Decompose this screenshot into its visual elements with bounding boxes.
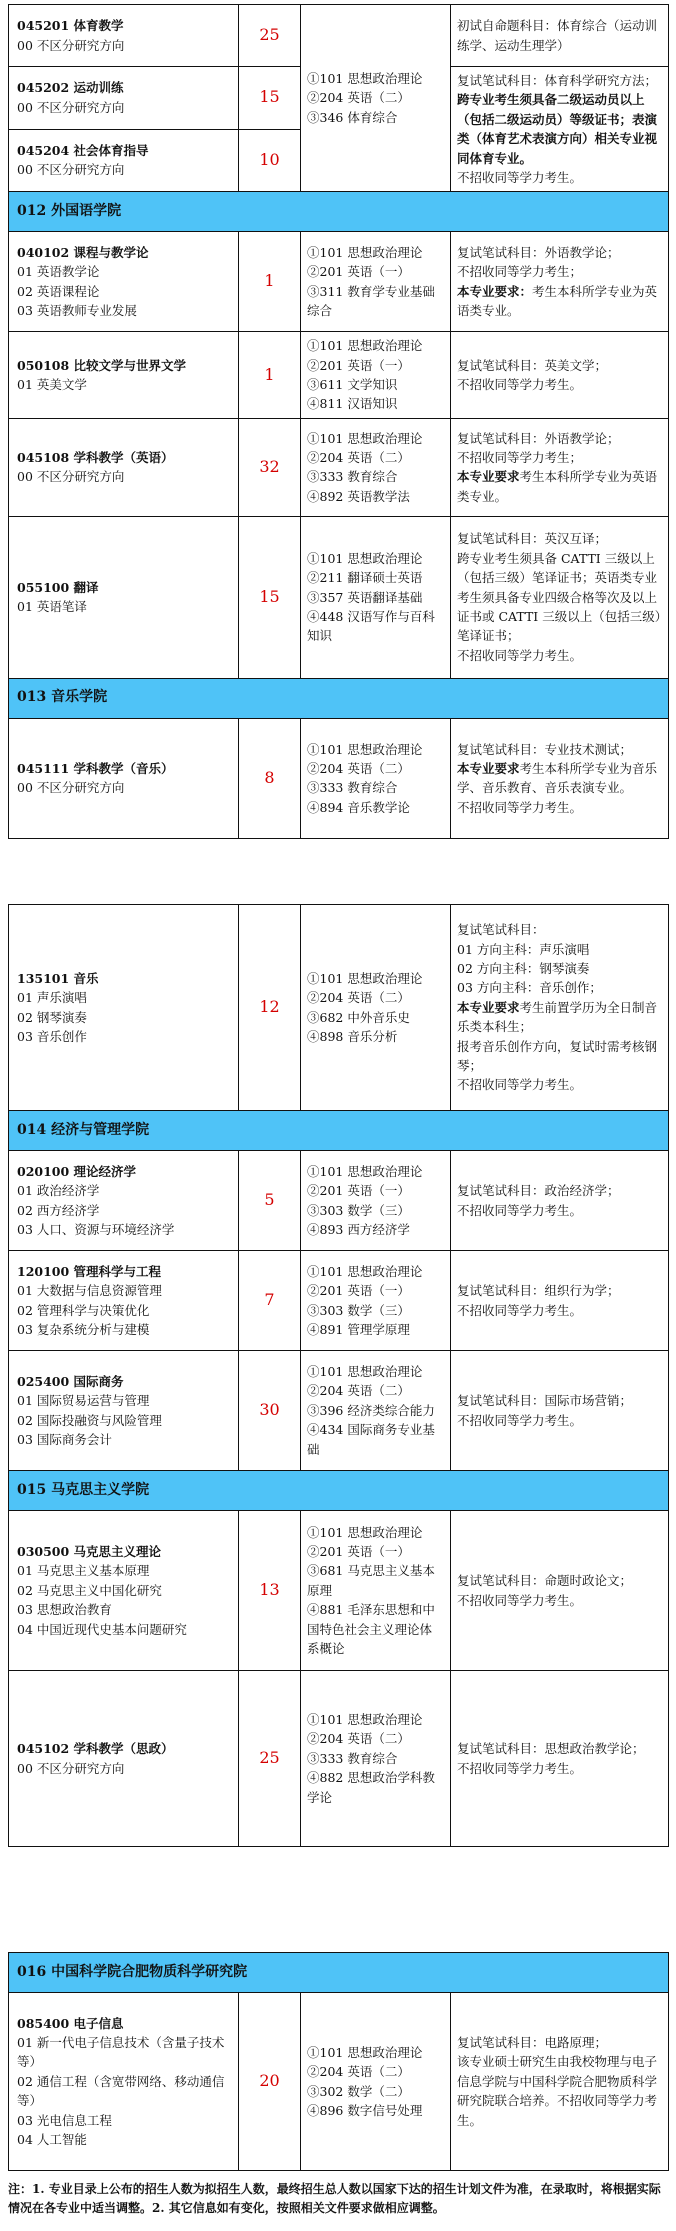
remarks-cell: 复试笔试科目：体育科学研究方法； 跨专业考生须具备二级运动员以上（包括二级运动员）等级证书；表演类（体育艺术表演方向）相关专业视同体育专业。 不招收同等学力考生。	[451, 67, 669, 192]
college-header: 012 外国语学院	[9, 192, 669, 232]
major-cell: 045102 学科教学（思政） 00 不区分研究方向	[9, 1671, 239, 1847]
remarks-cell: 复试笔试科目：专业技术测试； 本专业要求考生本科所学专业为音乐学、音乐教育、音乐表演专业。 不招收同等学力考生。	[451, 718, 669, 838]
exam-subjects: ①101 思想政治理论 ②204 英语（二） ③333 教育综合 ④894 音乐教学论	[301, 718, 451, 838]
enrollment-count: 7	[239, 1251, 301, 1351]
major-cell: 020100 理论经济学 01 政治经济学 02 西方经济学 03 人口、资源与环境经济学	[9, 1151, 239, 1251]
major-cell: 120100 管理科学与工程 01 大数据与信息资源管理 02 管理科学与决策优化 03 复杂系统分析与建模	[9, 1251, 239, 1351]
major-cell: 045202 运动训练 00 不区分研究方向	[9, 67, 239, 130]
major-cell: 135101 音乐 01 声乐演唱 02 钢琴演奏 03 音乐创作	[9, 905, 239, 1111]
remarks-cell: 初试自命题科目：体育综合（运动训练学、运动生理学）	[451, 5, 669, 67]
enrollment-count: 25	[239, 5, 301, 67]
enrollment-count: 30	[239, 1351, 301, 1471]
remarks-cell: 复试笔试科目：外语教学论； 不招收同等学力考生； 本专业要求考生本科所学专业为英语类专业。	[451, 418, 669, 516]
major-cell: 050108 比较文学与世界文学 01 英美文学	[9, 332, 239, 419]
major-cell: 085400 电子信息 01 新一代电子信息技术（含量子技术等） 02 通信工程（含宽带网络、移动通信等） 03 光电信息工程 04 人工智能	[9, 1993, 239, 2171]
remarks-cell: 复试笔试科目：命题时政论文； 不招收同等学力考生。	[451, 1511, 669, 1671]
major-cell: 045204 社会体育指导 00 不区分研究方向	[9, 129, 239, 192]
exam-subjects: ①101 思想政治理论 ②204 英语（二） ③396 经济类综合能力 ④434 国际商务专业基础	[301, 1351, 451, 1471]
catalog-table-top	[8, 4, 669, 839]
table-row	[9, 516, 669, 678]
enrollment-count: 5	[239, 1151, 301, 1251]
enrollment-count: 15	[239, 516, 301, 678]
remarks-cell: 复试笔试科目：思想政治教学论； 不招收同等学力考生。	[451, 1671, 669, 1847]
catalog-table-last	[8, 1952, 669, 2171]
enrollment-count: 32	[239, 418, 301, 516]
remarks-cell: 复试笔试科目：外语教学论； 不招收同等学力考生； 本专业要求：考生本科所学专业为英语类专业。	[451, 232, 669, 332]
table-row	[9, 1151, 669, 1251]
exam-subjects: ①101 思想政治理论 ②204 英语（二） ③302 数学（二） ④896 数字信号处理	[301, 1993, 451, 2171]
college-header: 015 马克思主义学院	[9, 1471, 669, 1511]
exam-subjects: ①101 思想政治理论 ②201 英语（一） ③303 数学（三） ④893 西方经济学	[301, 1151, 451, 1251]
enrollment-count: 1	[239, 232, 301, 332]
college-header: 014 经济与管理学院	[9, 1111, 669, 1151]
major-cell: 055100 翻译 01 英语笔译	[9, 516, 239, 678]
table-row	[9, 332, 669, 419]
exam-subjects: ①101 思想政治理论 ②204 英语（二） ③682 中外音乐史 ④898 音乐分析	[301, 905, 451, 1111]
exam-subjects: ①101 思想政治理论 ②201 英语（一） ③311 教育学专业基础综合	[301, 232, 451, 332]
major-cell: 045201 体育教学 00 不区分研究方向	[9, 5, 239, 67]
exam-subjects: ①101 思想政治理论 ②201 英语（一） ③611 文学知识 ④811 汉语知识	[301, 332, 451, 419]
major-cell: 045108 学科教学（英语） 00 不区分研究方向	[9, 418, 239, 516]
college-header: 016 中国科学院合肥物质科学研究院	[9, 1953, 669, 1993]
major-cell: 040102 课程与教学论 01 英语教学论 02 英语课程论 03 英语教师专业发展	[9, 232, 239, 332]
remarks-cell: 复试笔试科目：英美文学； 不招收同等学力考生。	[451, 332, 669, 419]
enrollment-count: 12	[239, 905, 301, 1111]
table-row	[9, 1993, 669, 2171]
enrollment-count: 1	[239, 332, 301, 419]
exam-subjects: ①101 思想政治理论 ②204 英语（二） ③346 体育综合	[301, 5, 451, 192]
remarks-cell: 复试笔试科目：英汉互译； 跨专业考生须具备 CATTI 三级以上（包括三级）笔译证书；英语类专业考生须具备专业四级合格等次及以上证书或 CATTI 三级以上（包括三级）笔译证书； 不招收同等学力考生。	[451, 516, 669, 678]
exam-subjects: ①101 思想政治理论 ②204 英语（二） ③333 教育综合 ④892 英语教学法	[301, 418, 451, 516]
table-row	[9, 418, 669, 516]
table-row	[9, 1671, 669, 1847]
exam-subjects: ①101 思想政治理论 ②211 翻译硕士英语 ③357 英语翻译基础 ④448 汉语写作与百科知识	[301, 516, 451, 678]
table-row	[9, 718, 669, 838]
remarks-cell: 复试笔试科目：政治经济学； 不招收同等学力考生。	[451, 1151, 669, 1251]
exam-subjects: ①101 思想政治理论 ②201 英语（一） ③303 数学（三） ④891 管理学原理	[301, 1251, 451, 1351]
college-header: 013 音乐学院	[9, 678, 669, 718]
enrollment-count: 8	[239, 718, 301, 838]
remarks-cell: 复试笔试科目：电路原理； 该专业硕士研究生由我校物理与电子信息学院与中国科学院合肥物质科学研究院联合培养。不招收同等学力考生。	[451, 1993, 669, 2171]
major-cell: 025400 国际商务 01 国际贸易运营与管理 02 国际投融资与风险管理 03 国际商务会计	[9, 1351, 239, 1471]
enrollment-count: 13	[239, 1511, 301, 1671]
exam-subjects: ①101 思想政治理论 ②201 英语（一） ③681 马克思主义基本原理 ④881 毛泽东思想和中国特色社会主义理论体系概论	[301, 1511, 451, 1671]
table-row	[9, 1351, 669, 1471]
table-row	[9, 905, 669, 1111]
enrollment-count: 25	[239, 1671, 301, 1847]
remarks-cell: 复试笔试科目：组织行为学； 不招收同等学力考生。	[451, 1251, 669, 1351]
table-row	[9, 232, 669, 332]
table-row	[9, 1251, 669, 1351]
enrollment-count: 15	[239, 67, 301, 130]
enrollment-count: 20	[239, 1993, 301, 2171]
table-row	[9, 5, 669, 67]
major-cell: 045111 学科教学（音乐） 00 不区分研究方向	[9, 718, 239, 838]
table-row	[9, 1511, 669, 1671]
remarks-cell: 复试笔试科目： 01 方向主科：声乐演唱 02 方向主科：钢琴演奏 03 方向主科：音乐创作； 本专业要求考生前置学历为全日制音乐类本科生； 报考音乐创作方向，复试时需考核钢琴； 不招收同等学力考生。	[451, 905, 669, 1111]
major-cell: 030500 马克思主义理论 01 马克思主义基本原理 02 马克思主义中国化研究 03 思想政治教育 04 中国近现代史基本问题研究	[9, 1511, 239, 1671]
remarks-cell: 复试笔试科目：国际市场营销； 不招收同等学力考生。	[451, 1351, 669, 1471]
catalog-table-bottom	[8, 904, 669, 1847]
exam-subjects: ①101 思想政治理论 ②204 英语（二） ③333 教育综合 ④882 思想政治学科教学论	[301, 1671, 451, 1847]
enrollment-count: 10	[239, 129, 301, 192]
footnote: 注：1. 专业目录上公布的招生人数为拟招生人数，最终招生总人数以国家下达的招生计划文件为准，在录取时，将根据实际情况在各专业中适当调整。2. 其它信息如有变化，按照相关文件要求做相应调整。	[8, 2182, 661, 2216]
